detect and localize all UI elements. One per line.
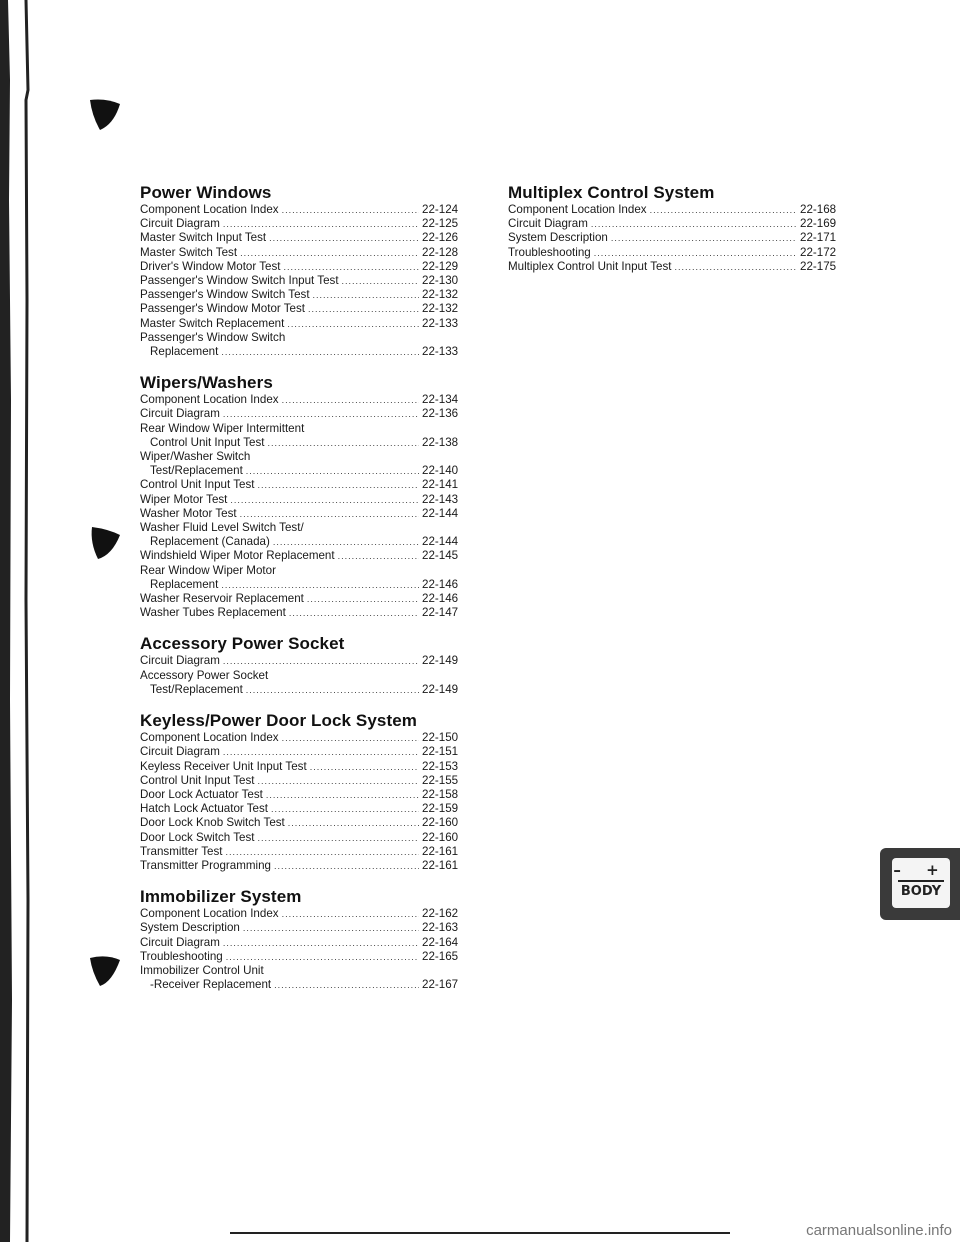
toc-entry[interactable]: [140, 788, 460, 802]
leader-dots: [268, 436, 420, 450]
toc-entry[interactable]: [140, 654, 460, 668]
toc-entry[interactable]: [508, 231, 838, 245]
toc-entry-label: Windshield Wiper Motor Replacement: [140, 549, 335, 563]
page-number: 22-143: [422, 492, 459, 506]
toc-entry-label: Troubleshooting: [508, 245, 591, 259]
footer-rule: [230, 1232, 730, 1234]
toc-entry[interactable]: [140, 507, 460, 521]
leader-dots: [223, 936, 419, 950]
toc-entry-label: Component Location Index: [140, 393, 279, 407]
toc-entry-label: Test/Replacement: [150, 464, 243, 478]
leader-dots: [246, 464, 419, 478]
page-number: 22-141: [422, 478, 459, 492]
body-section-tab[interactable]: [880, 848, 960, 920]
toc-entry-label: Circuit Diagram: [140, 654, 220, 668]
toc-entry-label: Passenger's Window Motor Test: [140, 302, 306, 316]
toc-entry-label: Passenger's Window Switch Test: [140, 288, 310, 302]
toc-entry-label: Control Unit Input Test: [140, 773, 255, 787]
leader-dots: [246, 683, 419, 697]
toc-entry[interactable]: [140, 606, 460, 620]
page-number: 22-153: [422, 759, 459, 773]
toc-entry[interactable]: [140, 549, 460, 563]
toc-entry-label: Control Unit Input Test: [150, 435, 265, 449]
page-number: 22-158: [422, 787, 459, 801]
toc-entry-label: Circuit Diagram: [140, 407, 220, 421]
toc-entry[interactable]: [140, 802, 460, 816]
toc-entry[interactable]: [140, 683, 460, 697]
page-number: 22-126: [422, 231, 459, 245]
toc-entry[interactable]: [140, 288, 460, 302]
toc-entry-label: Replacement (Canada): [150, 535, 270, 549]
toc-entry[interactable]: [508, 217, 838, 231]
toc-entry-label: Test/Replacement: [150, 682, 243, 696]
toc-entry-label: Transmitter Test: [140, 844, 223, 858]
leader-dots: [611, 231, 797, 245]
page-number: 22-160: [422, 816, 459, 830]
leader-dots: [310, 760, 419, 774]
toc-entry[interactable]: [140, 231, 460, 245]
toc-entry-label: Component Location Index: [140, 907, 279, 921]
toc-entry[interactable]: [140, 260, 460, 274]
page-number: 22-146: [422, 577, 459, 591]
leader-dots: [342, 274, 419, 288]
toc-entry[interactable]: [140, 535, 460, 549]
page-number: 22-149: [422, 654, 459, 668]
toc-section: [140, 634, 460, 697]
binding-edge: [0, 0, 60, 1242]
toc-entry-label: Door Lock Actuator Test: [140, 787, 263, 801]
leader-dots: [258, 478, 420, 492]
section-title: Accessory Power Socket: [140, 634, 345, 654]
toc-section: [140, 887, 460, 992]
page-number: 22-165: [422, 949, 459, 963]
toc-entry[interactable]: [140, 950, 460, 964]
toc-entry[interactable]: [140, 407, 460, 421]
toc-entry[interactable]: [140, 436, 460, 450]
page-number: 22-149: [422, 682, 459, 696]
leader-dots: [284, 260, 419, 274]
toc-entry-label: Washer Fluid Level Switch Test/: [140, 521, 304, 535]
page-number: 22-133: [422, 316, 459, 330]
page-number: 22-167: [422, 978, 459, 992]
page-number: 22-172: [800, 245, 837, 259]
page-number: 22-171: [800, 231, 837, 245]
page-number: 22-138: [422, 435, 459, 449]
toc-entry[interactable]: [140, 774, 460, 788]
toc-entry[interactable]: [140, 302, 460, 316]
leader-dots: [282, 203, 419, 217]
leader-dots: [225, 845, 419, 859]
page-number: 22-130: [422, 274, 459, 288]
toc-entry-label: Component Location Index: [508, 203, 647, 216]
toc-entry[interactable]: [140, 816, 460, 830]
page-number: 22-161: [422, 858, 459, 872]
page-number: 22-144: [422, 506, 459, 520]
leader-dots: [223, 407, 419, 421]
toc-entry-label: Rear Window Wiper Motor: [140, 563, 276, 577]
page-number: 22-164: [422, 935, 459, 949]
page-number: 22-147: [422, 606, 459, 620]
left-column: [140, 183, 460, 1006]
section-title: Keyless/Power Door Lock System: [140, 711, 418, 731]
toc-entry[interactable]: [140, 907, 460, 921]
toc-entry-label: Washer Tubes Replacement: [140, 606, 286, 620]
toc-entry[interactable]: [508, 203, 838, 217]
leader-dots: [274, 859, 419, 873]
toc-entry-label: Master Switch Replacement: [140, 316, 285, 330]
toc-entry[interactable]: [140, 760, 460, 774]
leader-dots: [240, 246, 419, 260]
toc-entry[interactable]: [140, 578, 460, 592]
toc-entry[interactable]: [140, 592, 460, 606]
toc-entry[interactable]: [140, 493, 460, 507]
leader-dots: [308, 302, 419, 316]
toc-entry-label: Wiper/Washer Switch: [140, 450, 251, 464]
toc-entry[interactable]: [508, 246, 838, 260]
leader-dots: [257, 831, 419, 845]
toc-entry-label: Driver's Window Motor Test: [140, 259, 281, 273]
section-title: Immobilizer System: [140, 887, 302, 907]
toc-entry-label: Replacement: [150, 577, 219, 591]
toc-entry[interactable]: [140, 393, 460, 407]
leader-dots: [269, 231, 419, 245]
toc-entry-label: Transmitter Programming: [140, 858, 271, 872]
body-tab-label: [892, 858, 950, 908]
toc-entry[interactable]: [140, 345, 460, 359]
toc-entry[interactable]: [140, 859, 460, 873]
leader-dots: [282, 393, 419, 407]
leader-dots: [274, 978, 419, 992]
toc-section: [140, 183, 460, 359]
leader-dots: [313, 288, 419, 302]
toc-entry[interactable]: [140, 845, 460, 859]
toc-entry-label: Troubleshooting: [140, 949, 223, 963]
page-number: 22-144: [422, 535, 459, 549]
leader-dots: [223, 654, 419, 668]
watermark: carmanualsonline.info: [806, 1222, 952, 1239]
toc-entry[interactable]: [140, 317, 460, 331]
toc-entry-label: System Description: [140, 921, 240, 935]
leader-dots: [258, 774, 420, 788]
page-number: 22-150: [422, 731, 459, 745]
page-number: 22-125: [422, 217, 459, 231]
toc-section: [140, 711, 460, 873]
leader-dots: [271, 802, 419, 816]
toc-entry[interactable]: [140, 464, 460, 478]
page-number: 22-163: [422, 921, 459, 935]
page-number: 22-155: [422, 773, 459, 787]
leader-dots: [230, 493, 419, 507]
punch-mark-top: [86, 94, 126, 134]
punch-mark-bottom: [86, 950, 126, 990]
page-number: 22-128: [422, 245, 459, 259]
leader-dots: [338, 549, 419, 563]
toc-entry-label: Component Location Index: [140, 731, 279, 745]
toc-entry-label: System Description: [508, 231, 608, 245]
leader-dots: [307, 592, 419, 606]
toc-entry[interactable]: [140, 478, 460, 492]
toc-entry-label: Door Lock Knob Switch Test: [140, 816, 285, 830]
toc-entry[interactable]: [140, 745, 460, 759]
toc-entry-label: Door Lock Switch Test: [140, 830, 255, 844]
page-number: 22-168: [800, 203, 837, 216]
section-title: Power Windows: [140, 183, 272, 202]
toc-entry[interactable]: [140, 936, 460, 950]
leader-dots: [288, 816, 419, 830]
leader-dots: [240, 507, 419, 521]
page-number: 22-175: [800, 259, 837, 273]
leader-dots: [282, 907, 419, 921]
toc-entry-label: Washer Motor Test: [140, 506, 237, 520]
toc-entry-label: Control Unit Input Test: [140, 478, 255, 492]
toc-entry[interactable]: [140, 246, 460, 260]
toc-entry[interactable]: [140, 203, 460, 217]
battery-icon: – +: [893, 861, 949, 879]
page-number: 22-136: [422, 407, 459, 421]
page-number: 22-134: [422, 393, 459, 407]
toc-entry-label: Hatch Lock Actuator Test: [140, 802, 269, 816]
leader-dots: [289, 606, 419, 620]
toc-entry-label: Master Switch Input Test: [140, 231, 267, 245]
page-number: 22-133: [422, 345, 459, 359]
toc-section: [140, 373, 460, 620]
leader-dots: [594, 246, 797, 260]
toc-entry-label: Passenger's Window Switch: [140, 330, 286, 344]
section-title: Wipers/Washers: [140, 373, 273, 393]
toc-entry-label: Passenger's Window Switch Input Test: [140, 274, 339, 288]
page-number: 22-140: [422, 464, 459, 478]
page-number: 22-129: [422, 259, 459, 273]
page-number: 22-161: [422, 844, 459, 858]
toc-entry-label: Wiper Motor Test: [140, 492, 228, 506]
leader-dots: [287, 317, 419, 331]
toc-entry-label: Circuit Diagram: [140, 217, 220, 231]
toc-entry-label: Circuit Diagram: [140, 935, 220, 949]
toc-entry-label: Replacement: [150, 345, 219, 359]
page-number: 22-124: [422, 203, 459, 216]
leader-dots: [223, 217, 419, 231]
toc-section: [508, 183, 838, 274]
section-title: Multiplex Control System: [508, 183, 715, 202]
toc-entry[interactable]: [140, 731, 460, 745]
page-number: 22-151: [422, 745, 459, 759]
right-column: [508, 183, 838, 288]
toc-entry-label: Master Switch Test: [140, 245, 238, 259]
leader-dots: [282, 731, 419, 745]
leader-dots: [221, 578, 419, 592]
leader-dots: [591, 217, 797, 231]
leader-dots: [273, 535, 419, 549]
toc-entry-label: Multiplex Control Unit Input Test: [508, 259, 672, 273]
leader-dots: [223, 745, 419, 759]
toc-entry-label: Circuit Diagram: [140, 745, 220, 759]
leader-dots: [650, 203, 797, 217]
toc-entry-label: -Receiver Replacement: [150, 978, 272, 992]
leader-dots: [243, 921, 419, 935]
toc-entry-label: Circuit Diagram: [508, 217, 588, 231]
page-number: 22-162: [422, 907, 459, 921]
toc-entry-label: Component Location Index: [140, 203, 279, 216]
page-number: 22-132: [422, 302, 459, 316]
page-number: 22-132: [422, 288, 459, 302]
toc-entry[interactable]: [140, 217, 460, 231]
toc-entry[interactable]: [140, 831, 460, 845]
divider: [898, 880, 944, 882]
toc-entry[interactable]: [140, 978, 460, 992]
toc-entry-label: Rear Window Wiper Intermittent: [140, 421, 305, 435]
page-number: 22-145: [422, 549, 459, 563]
page-number: 22-160: [422, 830, 459, 844]
leader-dots: [221, 345, 419, 359]
page-number: 22-159: [422, 802, 459, 816]
leader-dots: [266, 788, 419, 802]
toc-entry-label: Immobilizer Control Unit: [140, 963, 264, 977]
page-number: 22-146: [422, 592, 459, 606]
toc-entry-label: Washer Reservoir Replacement: [140, 592, 304, 606]
punch-mark-middle: [86, 523, 126, 563]
toc-entry-label: Keyless Receiver Unit Input Test: [140, 759, 307, 773]
leader-dots: [226, 950, 419, 964]
toc-entry[interactable]: [140, 274, 460, 288]
leader-dots: [674, 260, 797, 274]
page-number: 22-169: [800, 217, 837, 231]
toc-entry[interactable]: [508, 260, 838, 274]
toc-entry[interactable]: [140, 921, 460, 935]
body-tab-text: BODY: [900, 884, 942, 899]
toc-entry-label: Accessory Power Socket: [140, 668, 269, 682]
